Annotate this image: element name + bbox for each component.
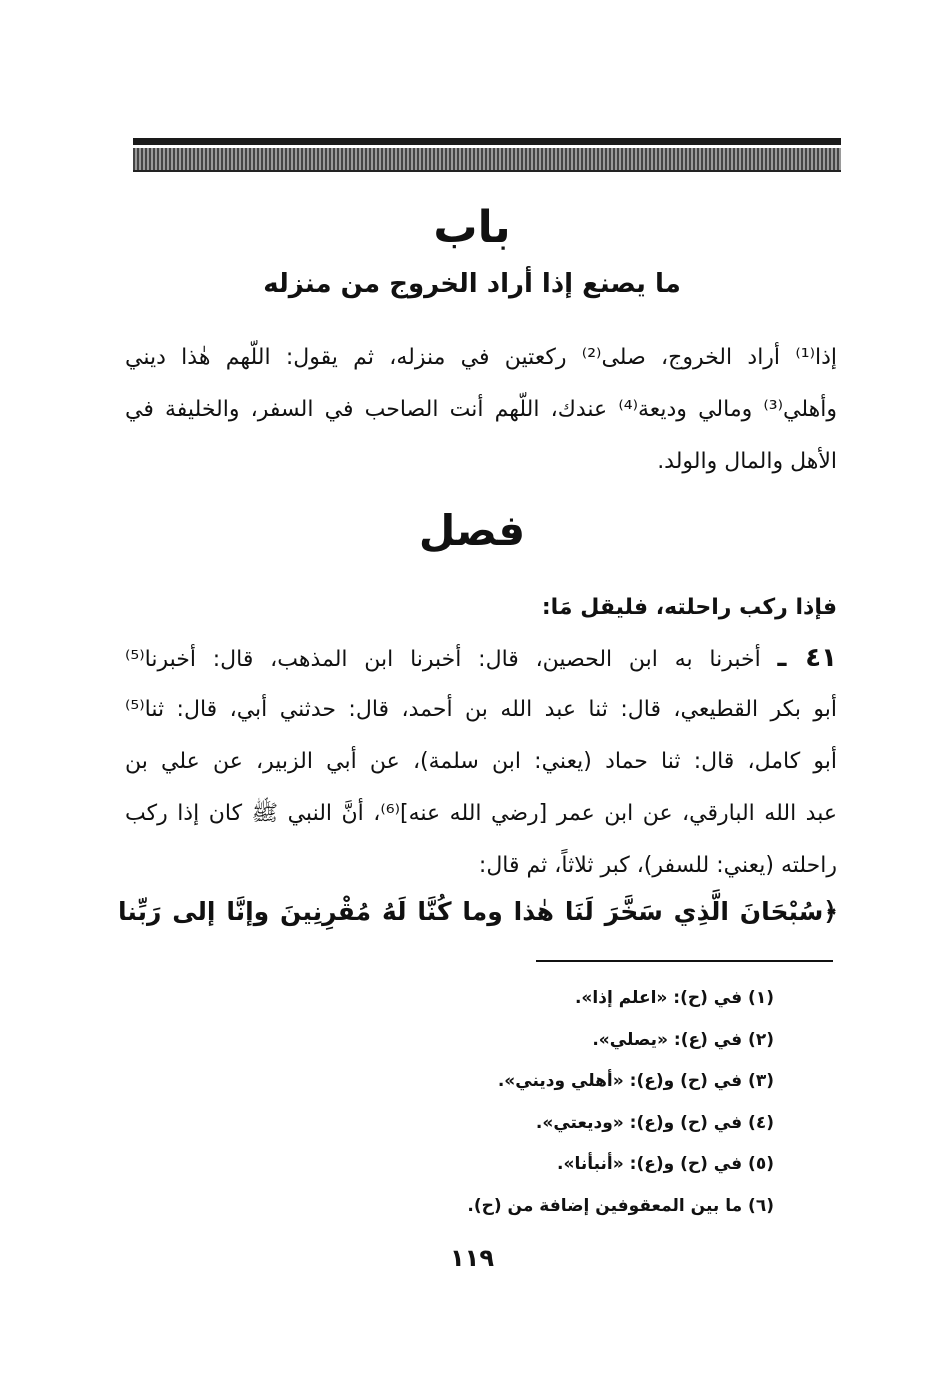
hadith-first-line [125, 632, 837, 684]
hadith-line: راحلته (يعني: للسفر)، كبر ثلاثاً، ثم قال: [478, 853, 837, 878]
header-decorative-rule [133, 138, 841, 172]
page-number: ١١٩ [450, 1244, 494, 1272]
hadith-number: ٤١ ـ [777, 643, 837, 673]
intro-line: الأهل والمال والولد. [657, 449, 837, 474]
hadith-line: أبو كامل، قال: ثنا حماد (يعني: ابن سلمة)، عن أبي الزبير، عن علي بن [125, 749, 837, 774]
footnote-item: (١) في (ح): «اعلم إذا». [574, 988, 774, 1008]
intro-line: إذا⁽¹⁾ أراد الخروج، صلى⁽²⁾ ركعتين في منزله، ثم يقول: اللّهم هٰذا ديني [125, 345, 837, 370]
section-heading: فصل [418, 506, 526, 555]
header-rule-hatched-band [133, 148, 841, 172]
hadith-line: عبد الله البارقي، عن ابن عمر [رضي الله عنه]⁽⁶⁾، أنَّ النبي ﷺ كان إذا ركب [125, 801, 837, 826]
intro-line: وأهلي⁽³⁾ ومالي وديعة⁽⁴⁾ عندك، اللّهم أنت الصاحب في السفر، والخليفة في [125, 397, 837, 422]
section-lead-text: فإذا ركب راحلته، فليقل مَا: [541, 595, 837, 620]
chapter-title: ما يصنع إذا أراد الخروج من منزله [263, 269, 681, 299]
quran-verse: ﴿سُبْحَانَ الَّذِي سَخَّرَ لَنَا هٰذا وما كُنَّا لَهُ مُقْرِنِينَ وإنَّا إلى رَبِّنا [118, 897, 838, 926]
footnote-item: (٣) في (ح) و(ع): «أهلي وديني». [497, 1071, 774, 1091]
hadith-line: أخبرنا به ابن الحصين، قال: أخبرنا ابن المذهب، قال: أخبرنا⁽⁵⁾ [125, 647, 761, 672]
footnote-item: (٤) في (ح) و(ع): «وديعتي». [535, 1112, 774, 1133]
footnote-separator [536, 960, 833, 962]
hadith-paragraph [125, 632, 837, 892]
footnote-item: (٦) ما بين المعقوفين إضافة من (ح). [467, 1195, 774, 1216]
footnote-item: (٢) في (ع): «يصلي». [592, 1029, 774, 1050]
header-rule-thin-line [133, 138, 841, 145]
footnote-item: (٥) في (ح) و(ع): «أنبأنا». [557, 1154, 774, 1174]
hadith-line: أبو بكر القطيعي، قال: ثنا عبد الله بن أحمد، قال: حدثني أبي، قال: ثنا⁽⁵⁾ [125, 697, 837, 722]
chapter-heading: باب [433, 202, 511, 253]
intro-paragraph [125, 332, 837, 488]
footnotes-list [300, 978, 774, 1227]
